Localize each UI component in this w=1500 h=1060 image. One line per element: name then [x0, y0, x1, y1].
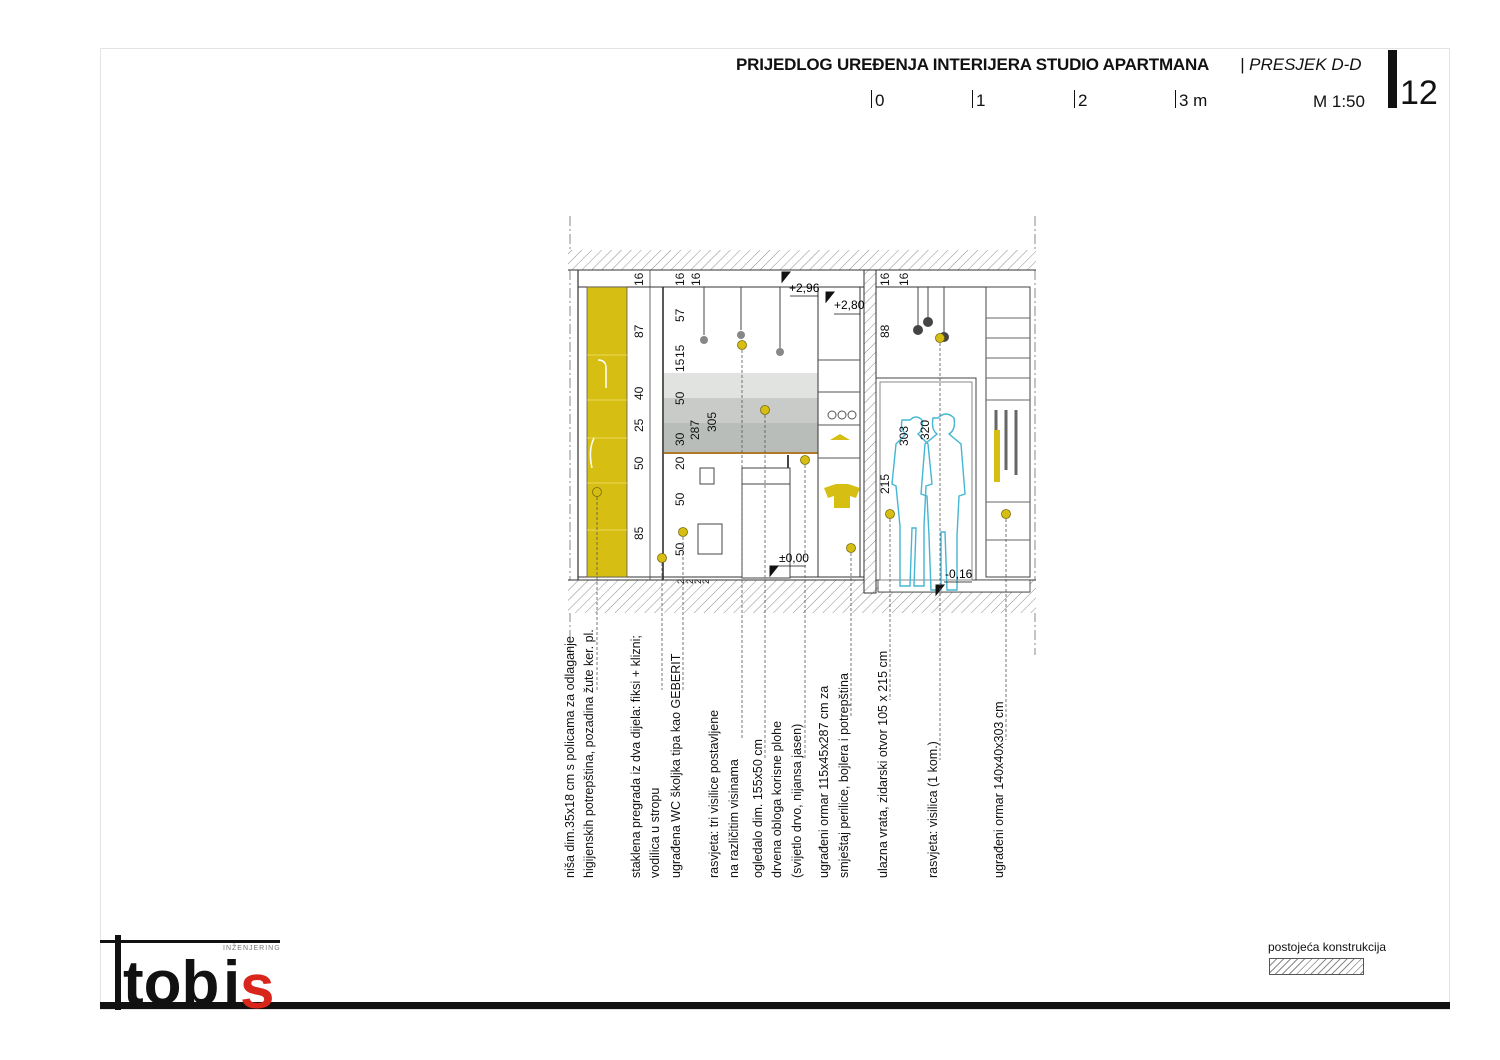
- note-line: ugrađena WC školjka tipa kao GEBERIT: [669, 653, 683, 878]
- dimension-label: 25: [632, 418, 646, 432]
- note-line: ugrađeni ormar 140x40x303 cm: [992, 701, 1006, 878]
- dimension-label: 2: [676, 578, 686, 584]
- dimension-label: 87: [632, 324, 646, 338]
- dimension-label: 303: [897, 425, 911, 446]
- level-label: -0,16: [945, 567, 973, 581]
- dimension-label: 20: [673, 456, 687, 470]
- note-line: higijenskih potrepština, pozadina žute ker. pl.: [582, 629, 596, 878]
- note-line: niša dim.35x18 cm s policama za odlaganje: [563, 636, 577, 878]
- dimension-label: 16: [673, 272, 687, 286]
- note-line: na različitim visinama: [727, 759, 741, 878]
- dimension-label: 305: [705, 411, 719, 432]
- svg-text:s: s: [240, 953, 275, 1015]
- legend-label: postojeća konstrukcija: [1268, 940, 1387, 954]
- scale-tick-label: 0: [875, 91, 885, 110]
- dimension-label: 50: [673, 542, 687, 556]
- company-logo: [95, 930, 285, 1015]
- note-line: (svijetlo drvo, nijansa jasen): [790, 723, 804, 878]
- note-line: smještaj perilice, bojlera i potrepština: [837, 673, 851, 878]
- note-line: rasvjeta: tri visilice postavljene: [707, 709, 721, 878]
- dimension-label: 50: [673, 391, 687, 405]
- dimension-label: 16: [689, 272, 703, 286]
- scale-tick-label: 3 m: [1179, 91, 1208, 110]
- scale-tick-label: 1: [976, 91, 986, 110]
- dimension-label: 320: [918, 419, 932, 440]
- dimension-label: 16: [878, 272, 892, 286]
- dimension-label: 15: [673, 358, 687, 372]
- sheet-subtitle: | PRESJEK D-D: [1240, 55, 1362, 74]
- dimension-label: 15: [673, 344, 687, 358]
- dimension-label: 16: [632, 272, 646, 286]
- dimension-label: 40: [632, 386, 646, 400]
- note-line: ugrađeni ormar 115x45x287 cm za: [817, 685, 831, 878]
- dimension-label: 2: [701, 578, 711, 584]
- note-line: ogledalo dim. 155x50 cm: [751, 739, 765, 878]
- scale-tick-label: 2: [1078, 91, 1088, 110]
- dimension-label: 50: [673, 492, 687, 506]
- dimension-label: 16: [897, 272, 911, 286]
- dimension-label: 2: [685, 578, 695, 584]
- level-label: +2,96: [789, 281, 820, 295]
- dimension-label: 2: [693, 578, 703, 584]
- note-line: rasvjeta: visilica (1 kom.): [926, 741, 940, 878]
- note-line: drvena obloga korisne plohe: [770, 720, 784, 878]
- dimension-label: 57: [673, 308, 687, 322]
- dimension-label: 30: [673, 432, 687, 446]
- level-label: ±0,00: [779, 551, 809, 565]
- scale-ratio: M 1:50: [1313, 92, 1365, 111]
- dimension-label: 287: [688, 419, 702, 440]
- dimension-label: 85: [632, 526, 646, 540]
- logo-tagline: INŽENJERING: [223, 945, 281, 952]
- note-line: vodilica u stropu: [648, 787, 662, 878]
- dimension-label: 88: [878, 324, 892, 338]
- logo-wordmark: tob: [123, 949, 220, 1015]
- note-line: staklena pregrada iz dva dijela: fiksi + klizni;: [629, 635, 643, 878]
- note-line: ulazna vrata, zidarski otvor 105 x 215 cm: [876, 650, 890, 878]
- sheet-title: PRIJEDLOG UREĐENJA INTERIJERA STUDIO APARTMANA: [736, 55, 1210, 74]
- dimension-label: 50: [632, 456, 646, 470]
- dimension-label: 215: [878, 473, 892, 494]
- sheet-number: 12: [1400, 74, 1438, 112]
- svg-text:i: i: [223, 949, 241, 1015]
- legend-hatch-swatch: [1269, 958, 1364, 975]
- level-label: +2,80: [834, 298, 865, 312]
- title-block-rule: [100, 1002, 1450, 1009]
